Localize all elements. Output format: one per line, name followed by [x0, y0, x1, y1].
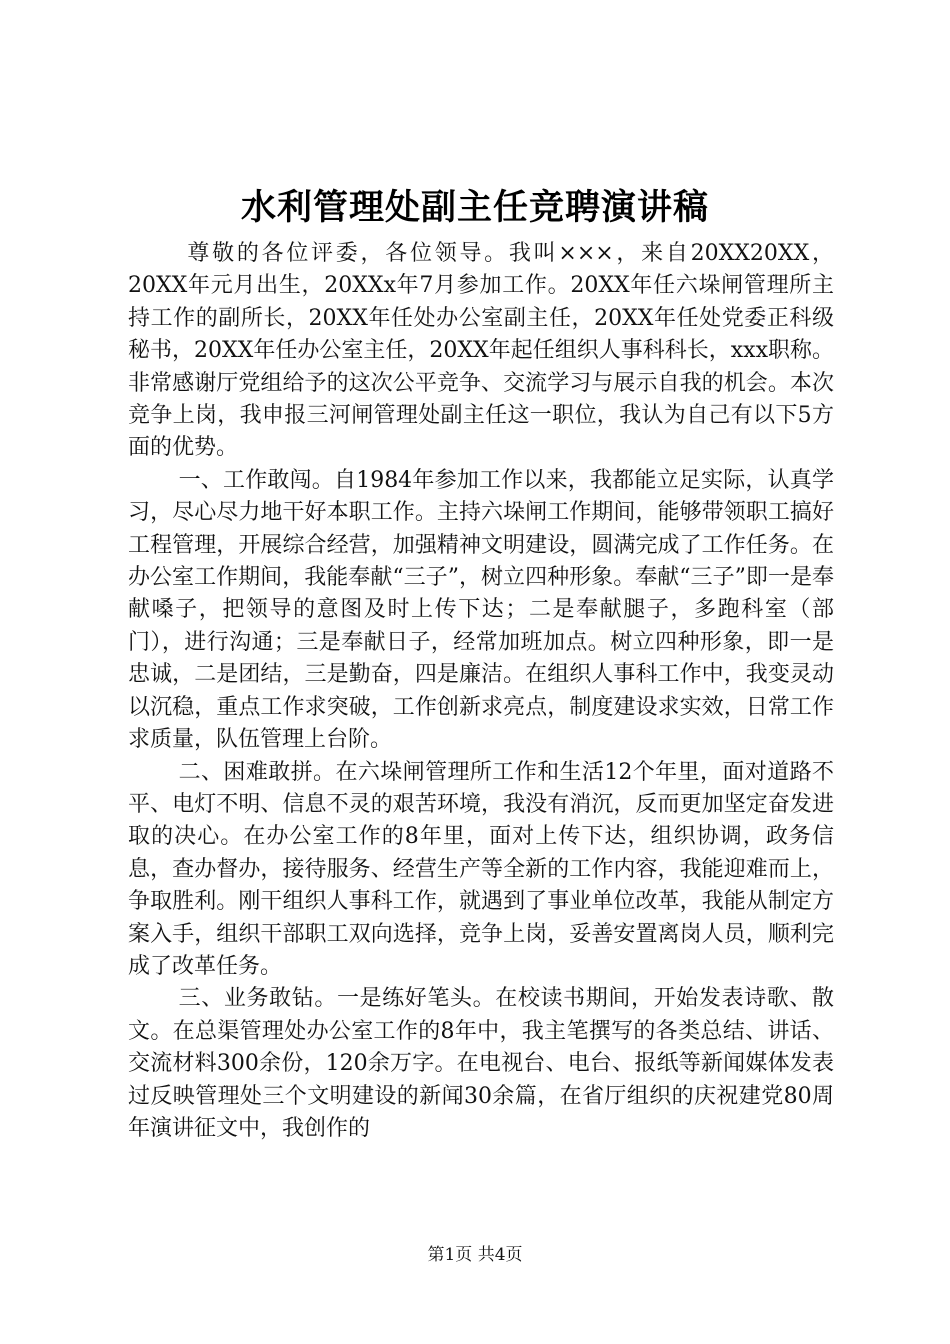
- page-number-footer: 第1页 共4页: [427, 1245, 523, 1265]
- document-body: [128, 238, 834, 1145]
- document-title: 水利管理处副主任竞聘演讲稿: [240, 187, 709, 228]
- paragraph-intro: 尊敬的各位评委，各位领导。我叫×××，来自20XX20XX，20XX年元月出生，20XXx年7月参加工作。20XX年任六垛闸管理所主持工作的副所长，20XX年任处办公室副主任，20XX年任处党委正科级秘书，20XX年任办公室主任，20XX年起任组织人事科科长，xxx职称。非常感谢厅党组给予的这次公平竞争、交流学习与展示自我的机会。本次竞争上岗，我申报三河闸管理处副主任这一职位，我认为自己有以下5方面的优势。: [128, 241, 834, 461]
- paragraph-business-daring: 三、业务敢钻。一是练好笔头。在校读书期间，开始发表诗歌、散文。在总渠管理处办公室工作的8年中，我主笔撰写的各类总结、讲话、交流材料300余份，120余万字。在电视台、电台、报纸等新闻媒体发表过反映管理处三个文明建设的新闻30余篇，在省厅组织的庆祝建党80周年演讲征文中，我创作的: [128, 986, 834, 1141]
- paragraph-work-daring: 一、工作敢闯。自1984年参加工作以来，我都能立足实际，认真学习，尽心尽力地干好本职工作。主持六垛闸工作期间，能够带领职工搞好工程管理，开展综合经营，加强精神文明建设，圆满完成了工作任务。在办公室工作期间，我能奉献“三子”，树立四种形象。奉献“三子”即一是奉献嗓子，把领导的意图及时上传下达；二是奉献腿子，多跑科室（部门），进行沟通；三是奉献日子，经常加班加点。树立四种形象，即一是忠诚，二是团结，三是勤奋，四是廉洁。在组织人事科工作中，我变灵动以沉稳，重点工作求突破，工作创新求亮点，制度建设求实效，日常工作求质量，队伍管理上台阶。: [128, 467, 834, 753]
- paragraph-difficulty-daring: 二、困难敢拼。在六垛闸管理所工作和生活12个年里，面对道路不平、电灯不明、信息不灵的艰苦环境，我没有消沉，反而更加坚定奋发进取的决心。在办公室工作的8年里，面对上传下达，组织协调，政务信息，查办督办，接待服务、经营生产等全新的工作内容，我能迎难而上，争取胜利。刚干组织人事科工作，就遇到了事业单位改革，我能从制定方案入手，组织干部职工双向选择，竞争上岗，妥善安置离岗人员，顺利完成了改革任务。: [128, 759, 834, 979]
